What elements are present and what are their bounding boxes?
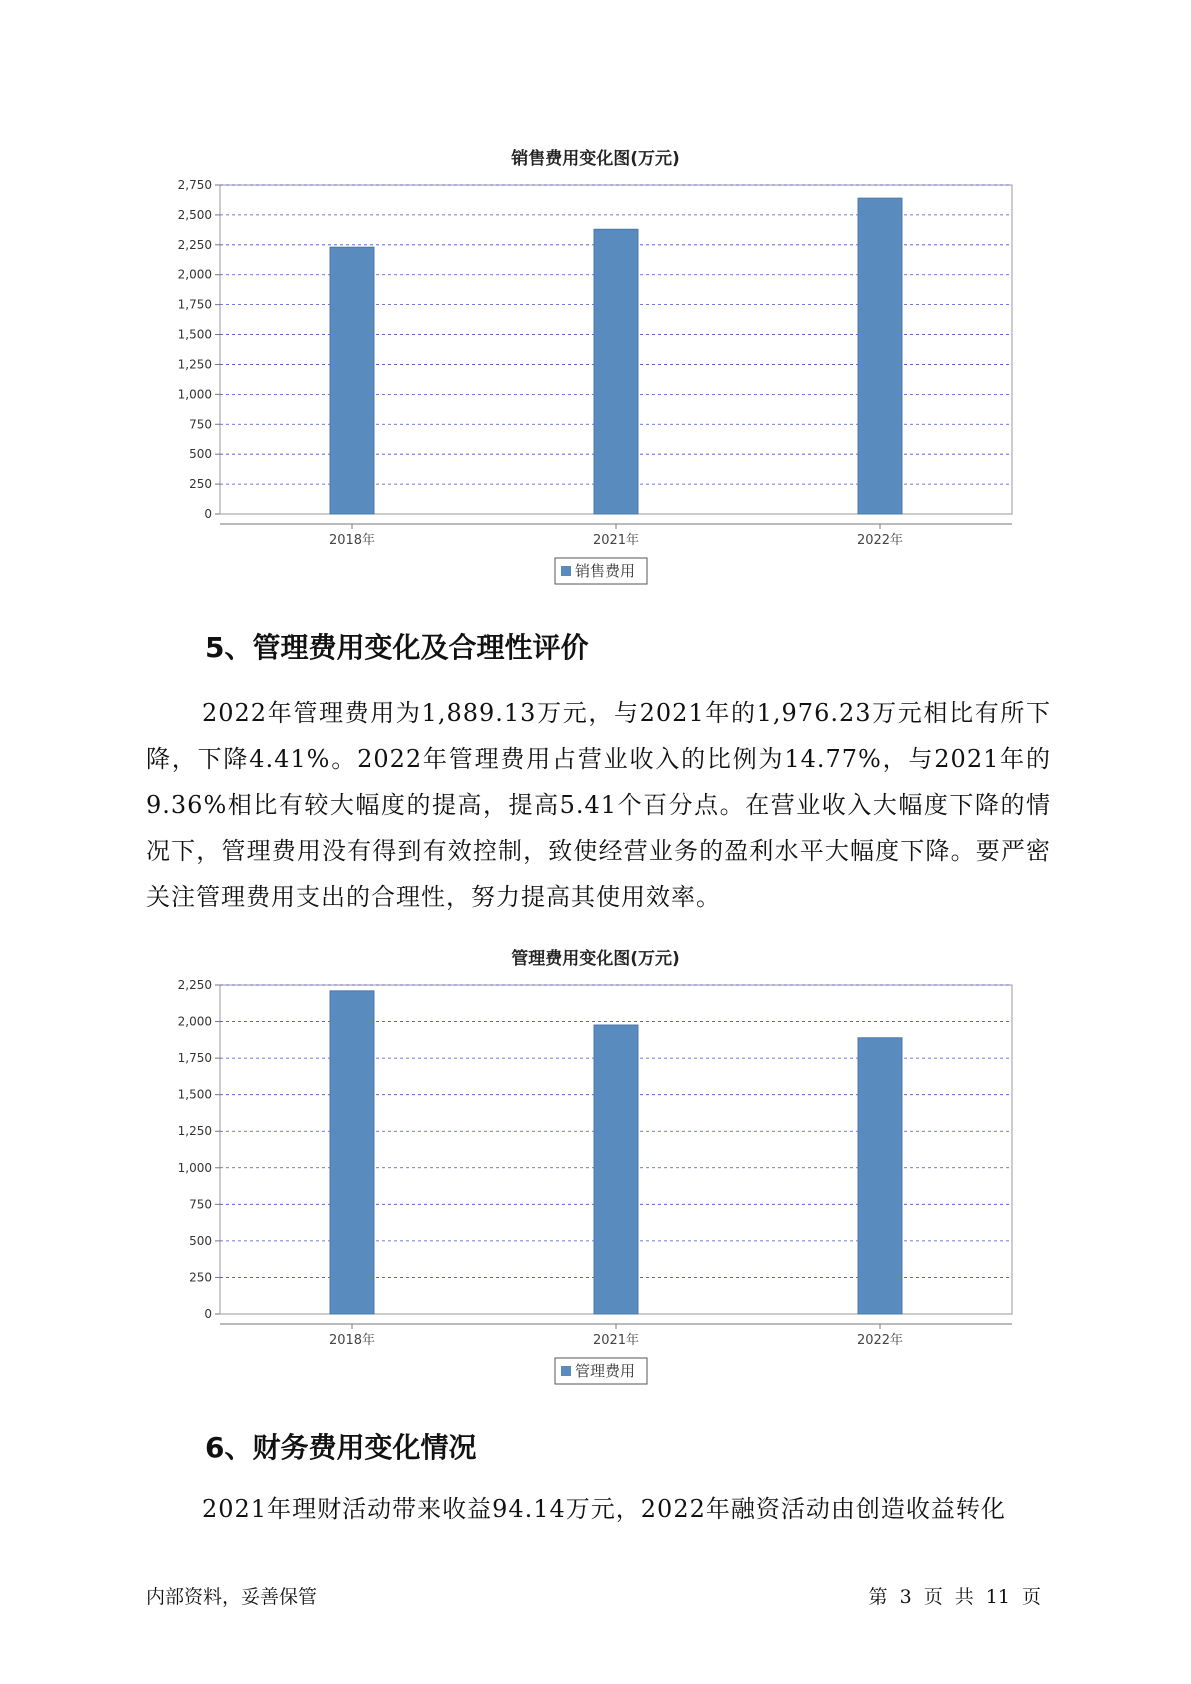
y-tick-label: 2,250 [177,237,212,252]
y-tick-label: 0 [204,1307,212,1321]
legend-label: 管理费用 [575,1362,636,1380]
y-tick-label: 250 [189,1270,212,1285]
y-tick-label: 1,250 [177,357,212,372]
x-tick-label: 2018年 [328,533,376,548]
x-tick-label: 2021年 [592,1333,640,1348]
y-tick-label: 1,500 [177,1087,212,1102]
y-tick-label: 1,000 [177,1160,212,1175]
chart-title-admin: 管理费用变化图(万元) [511,949,680,969]
admin-expense-chart [0,970,1191,1430]
legend-swatch [561,566,571,576]
y-tick-label: 750 [189,417,212,432]
section6-paragraph: 2021年理财活动带来收益94.14万元，2022年融资活动由创造收益转化 [202,1495,1006,1523]
y-tick-label: 1,250 [177,1124,212,1139]
chart-title-sales: 销售费用变化图(万元) [511,149,680,169]
y-tick-label: 1,000 [177,387,212,402]
section5-paragraph: 2022年管理费用为1,889.13万元，与2021年的1,976.23万元相比有所下降，下降4.41%。2022年管理费用占营业收入的比例为14.77%，与2021年的9.36%相比有较大幅度的提高，提高5.41个百分点。在营业收入大幅度下降的情况下，管理费用没有得到有效控制，致使经营业务的盈利水平大幅度下降。要严密关注管理费用支出的合理性，努力提高其使用效率。 [146,699,1051,911]
y-tick-label: 750 [189,1197,212,1212]
section5-heading: 5、管理费用变化及合理性评价 [205,631,589,664]
footer-confidential: 内部资料，妥善保管 [146,1586,318,1608]
legend-swatch [561,1366,571,1376]
y-tick-label: 1,750 [177,297,212,312]
y-tick-label: 2,500 [177,207,212,222]
bar-2018年 [330,991,374,1314]
y-tick-label: 2,000 [177,267,212,282]
legend-label: 销售费用 [575,562,636,580]
y-tick-label: 2,000 [177,1014,212,1029]
y-tick-label: 500 [189,1233,212,1248]
bar-2021年 [594,1025,638,1314]
footer-page-number: 第 3 页 共 11 页 [868,1586,1041,1608]
x-tick-label: 2022年 [856,533,904,548]
y-tick-label: 2,750 [177,178,212,192]
y-tick-label: 2,250 [177,978,212,992]
bar-2018年 [330,247,374,514]
sales-expense-chart [0,170,1191,630]
y-tick-label: 1,500 [177,327,212,342]
x-tick-label: 2021年 [592,533,640,548]
y-tick-label: 250 [189,477,212,492]
x-tick-label: 2022年 [856,1333,904,1348]
y-tick-label: 500 [189,447,212,462]
x-tick-label: 2018年 [328,1333,376,1348]
bar-2022年 [858,1038,902,1314]
section6-heading: 6、财务费用变化情况 [205,1431,477,1464]
bar-2022年 [858,198,902,514]
y-tick-label: 1,750 [177,1051,212,1066]
y-tick-label: 0 [204,507,212,521]
bar-2021年 [594,229,638,514]
